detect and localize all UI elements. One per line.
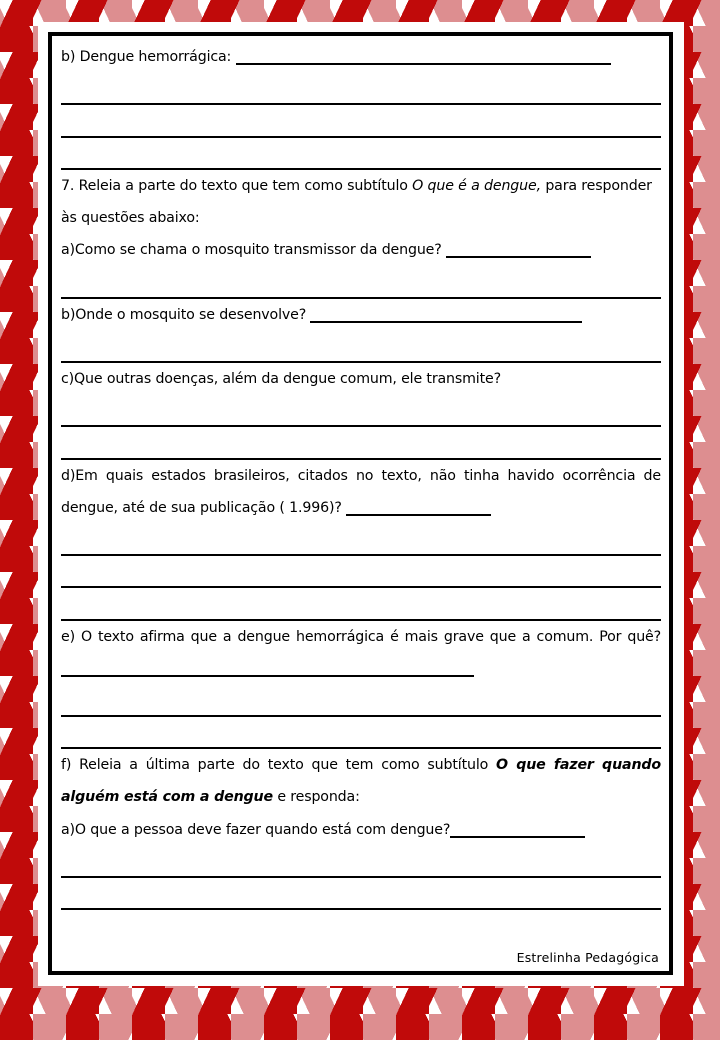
question-b-label: b) Dengue hemorrágica:: [61, 49, 232, 65]
question-7f-a: [61, 814, 661, 846]
answer-rule[interactable]: [61, 685, 661, 717]
answer-rule[interactable]: [61, 427, 661, 459]
answer-rule[interactable]: [61, 266, 661, 298]
question-7b-text: b)Onde o mosquito se desenvolve?: [61, 306, 307, 323]
question-7-intro: [61, 170, 661, 234]
answer-fill-inline[interactable]: [446, 242, 591, 258]
answer-rule[interactable]: [61, 395, 661, 427]
answer-rule[interactable]: [61, 105, 661, 137]
question-b-hemorragica: [61, 41, 661, 73]
question-7a-text: a)Como se chama o mosquito transmissor da dengue?: [61, 242, 442, 259]
answer-rule[interactable]: [61, 878, 661, 910]
answer-rule[interactable]: [61, 717, 661, 749]
answer-rule[interactable]: [61, 73, 661, 105]
question-7c: [61, 363, 661, 395]
question-7a: [61, 234, 661, 266]
question-7c-text: c)Que outras doenças, além da dengue comum, ele transmite?: [61, 370, 501, 387]
credit-footer: Estrelinha Pedagógica: [516, 950, 659, 965]
question-7f: [61, 749, 661, 813]
answer-fill-inline[interactable]: [310, 307, 582, 323]
answer-fill-inline[interactable]: [450, 822, 585, 838]
question-7-intro-text: 7. Releia a parte do texto que tem como subtítulo: [61, 177, 413, 194]
question-7f-tail: e responda:: [272, 789, 360, 806]
answer-rule[interactable]: [61, 138, 661, 170]
answer-rule[interactable]: [61, 331, 661, 363]
answer-fill-inline[interactable]: [61, 661, 474, 677]
question-7-intro-tail: para responder às questões abaixo:: [61, 177, 652, 226]
question-7f-subtitle-bold-italic: O que fazer quando alguém está com a dengue: [61, 757, 661, 806]
question-7d: [61, 460, 661, 524]
worksheet-frame: [48, 32, 673, 975]
question-7-subtitle-italic: O que é a dengue,: [412, 177, 541, 194]
question-7e-text: e) O texto afirma que a dengue hemorrágica é mais grave que a comum. Por quê?: [61, 628, 661, 645]
question-7e: [61, 621, 661, 685]
question-7d-text: d)Em quais estados brasileiros, citados no texto, não tinha havido ocorrência de dengue, até de sua publicação ( 1.996)?: [61, 467, 661, 516]
question-7f-text: f) Releia a última parte do texto que tem como subtítulo: [61, 757, 496, 774]
answer-rule[interactable]: [61, 588, 661, 620]
answer-rule[interactable]: [61, 556, 661, 588]
question-7b: [61, 299, 661, 331]
answer-fill-inline[interactable]: [236, 49, 611, 65]
answer-rule[interactable]: [61, 846, 661, 878]
answer-rule[interactable]: [61, 524, 661, 556]
question-7f-a-text: a)O que a pessoa deve fazer quando está com dengue?: [61, 821, 451, 838]
answer-fill-inline[interactable]: [346, 500, 491, 516]
worksheet-content: [61, 41, 661, 971]
